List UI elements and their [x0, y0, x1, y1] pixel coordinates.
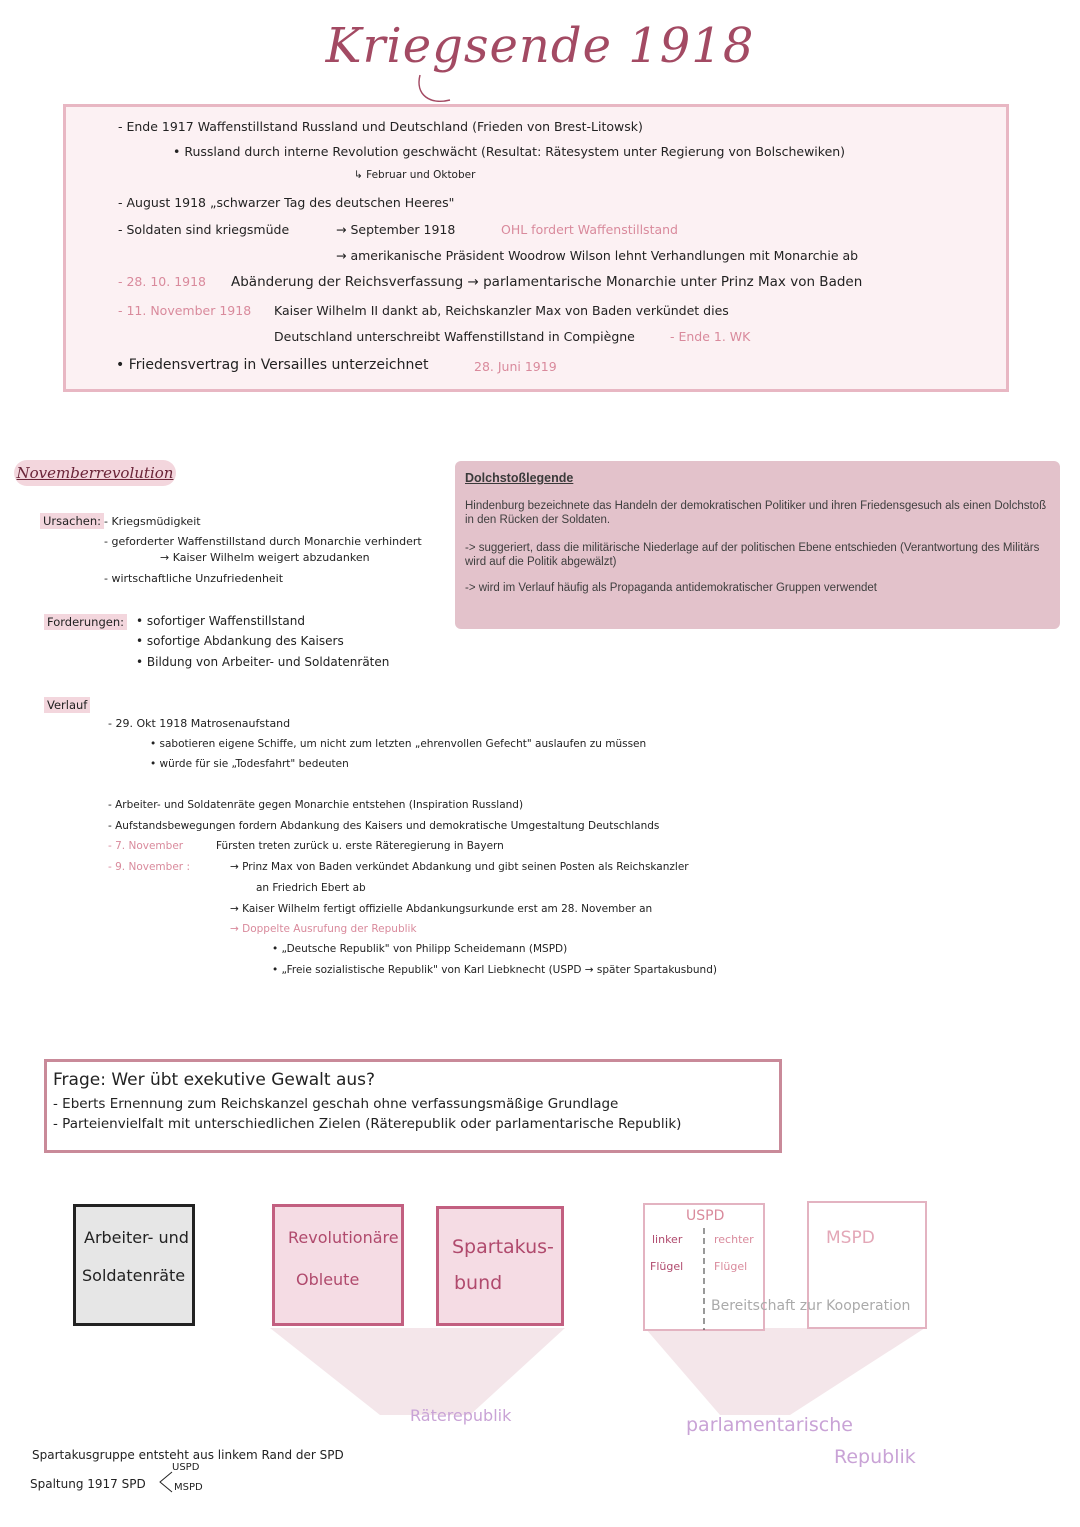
uspd-right: rechter [714, 1233, 754, 1246]
parl-republik-label: Republik [834, 1446, 916, 1468]
arbeiter-label: Arbeiter- und [84, 1228, 189, 1247]
spartakus-box [436, 1206, 564, 1326]
verlauf-item: an Friedrich Ebert ab [256, 882, 366, 894]
verlauf-date: - 7. November [108, 840, 184, 852]
forderung-item: • sofortiger Waffenstillstand [136, 614, 305, 628]
verlauf-item: → Prinz Max von Baden verkündet Abdankung und gibt seinen Posten als Reichskanzler [230, 861, 689, 873]
frage-box [44, 1059, 782, 1153]
mspd-label: MSPD [826, 1228, 875, 1248]
arbeiter-label: Soldatenräte [82, 1266, 186, 1285]
verlauf-item: Fürsten treten zurück u. erste Räteregierung in Bayern [216, 840, 504, 852]
uspd-left: linker [652, 1233, 683, 1246]
spartakus-label: bund [454, 1272, 503, 1294]
uspd-left: Flügel [650, 1260, 684, 1273]
raeterepublik-label: Räterepublik [410, 1406, 512, 1425]
top-line: Deutschland unterschreibt Waffenstillstand in Compiègne [274, 329, 635, 344]
dolchstoss-title: Dolchstoßlegende [465, 471, 574, 485]
frage-answer: - Eberts Ernennung zum Reichskanzel geschah ohne verfassungsmäßige Grundlage [53, 1096, 619, 1112]
kriegsende-box [63, 104, 1009, 392]
verlauf-item: • würde für sie „Todesfahrt" bedeuten [150, 758, 349, 770]
top-date: - 28. 10. 1918 [118, 274, 207, 289]
top-line: - Ende 1917 Waffenstillstand Russland und Deutschland (Frieden von Brest-Litowsk) [118, 119, 643, 134]
dolchstoss-paragraph: -> wird im Verlauf häufig als Propaganda antidemokratischer Gruppen verwendet [465, 582, 877, 594]
uspd-right: Flügel [714, 1260, 748, 1273]
top-line: - August 1918 „schwarzer Tag des deutschen Heeres" [118, 195, 455, 210]
verlauf-item: → Kaiser Wilhelm fertigt offizielle Abdankungsurkunde erst am 28. November an [230, 903, 653, 915]
obleute-label: Obleute [296, 1270, 360, 1289]
forderung-item: • Bildung von Arbeiter- und Soldatenräten [136, 655, 390, 669]
page-title: Kriegsende 1918 [325, 18, 755, 74]
top-line-ohl: OHL fordert Waffenstillstand [501, 222, 678, 237]
ursache-item: - geforderter Waffenstillstand durch Monarchie verhindert [104, 535, 422, 548]
top-line: • Russland durch interne Revolution geschwächt (Resultat: Rätesystem unter Regierung von Bolschewiken) [173, 144, 846, 159]
novemberrevolution-heading: Novemberrevolution [14, 460, 176, 486]
verlauf-item: - 29. Okt 1918 Matrosenaufstand [108, 717, 291, 730]
obleute-box [272, 1204, 404, 1326]
footer-mspd: MSPD [174, 1482, 203, 1493]
top-line: Abänderung der Reichsverfassung → parlamentarische Monarchie unter Prinz Max von Baden [231, 274, 863, 290]
uspd-note: Bereitschaft zur Kooperation [711, 1298, 911, 1314]
verlauf-item: → Doppelte Ausrufung der Republik [230, 923, 417, 935]
verlauf-label: Verlauf [44, 697, 90, 713]
forderung-item: • sofortige Abdankung des Kaisers [136, 634, 344, 648]
forderungen-label: Forderungen: [44, 614, 127, 630]
top-line: Kaiser Wilhelm II dankt ab, Reichskanzler Max von Baden verkündet dies [274, 303, 729, 318]
footer-note: Spaltung 1917 SPD [30, 1477, 146, 1491]
top-line-ende: - Ende 1. WK [670, 329, 751, 344]
verlauf-item: • „Deutsche Republik" von Philipp Scheidemann (MSPD) [272, 943, 568, 955]
verlauf-item: - Aufstandsbewegungen fordern Abdankung des Kaisers und demokratische Umgestaltung Deutschlands [108, 820, 660, 832]
dolchstoss-box [455, 461, 1060, 629]
top-line: - Soldaten sind kriegsmüde [118, 222, 290, 237]
ursache-item: → Kaiser Wilhelm weigert abzudanken [160, 551, 370, 564]
uspd-title: USPD [686, 1208, 725, 1224]
footer-note: Spartakusgruppe entsteht aus linkem Rand der SPD [32, 1448, 344, 1462]
obleute-label: Revolutionäre [288, 1228, 399, 1247]
dolchstoss-paragraph: -> suggeriert, dass die militärische Niederlage auf der politischen Ebene entschieden (Verantwortung des Militärs wird auf die Politik abgewälzt) [465, 542, 1040, 568]
footer-uspd: USPD [172, 1462, 200, 1473]
top-line: • Friedensvertrag in Versailles unterzeichnet [116, 357, 429, 373]
verlauf-item: • sabotieren eigene Schiffe, um nicht zum letzten „ehrenvollen Gefecht" auslaufen zu müssen [150, 738, 647, 750]
parl-republik-label: parlamentarische [686, 1414, 853, 1436]
frage-question: Frage: Wer übt exekutive Gewalt aus? [53, 1070, 376, 1090]
dolchstoss-paragraph: Hindenburg bezeichnete das Handeln der demokratischen Politiker und ihren Friedensgesuch als einen Dolchstoß in den Rücken der Soldaten. [465, 500, 1047, 526]
frage-answer: - Parteienvielfalt mit unterschiedlichen Zielen (Räterepublik oder parlamentarische Republik) [53, 1116, 682, 1132]
ursachen-label: Ursachen: [40, 513, 104, 529]
verlauf-date: - 9. November : [108, 861, 190, 873]
top-date: - 11. November 1918 [118, 303, 252, 318]
verlauf-item: • „Freie sozialistische Republik" von Karl Liebknecht (USPD → später Spartakusbund) [272, 964, 717, 976]
ursache-item: - wirtschaftliche Unzufriedenheit [104, 572, 284, 585]
spartakus-label: Spartakus- [452, 1236, 554, 1258]
verlauf-item: - Arbeiter- und Soldatenräte gegen Monarchie entstehen (Inspiration Russland) [108, 799, 524, 811]
top-line: → amerikanische Präsident Woodrow Wilson lehnt Verhandlungen mit Monarchie ab [336, 248, 859, 263]
arbeiter-soldatenraete-box [73, 1204, 195, 1326]
top-line: ↳ Februar und Oktober [354, 169, 476, 181]
uspd-divider [702, 1228, 706, 1330]
funnel-shapes [0, 1320, 1080, 1430]
top-date: 28. Juni 1919 [474, 359, 557, 374]
ursache-item: - Kriegsmüdigkeit [104, 515, 201, 528]
split-bracket-icon [158, 1470, 174, 1494]
top-line: → September 1918 [336, 222, 456, 237]
